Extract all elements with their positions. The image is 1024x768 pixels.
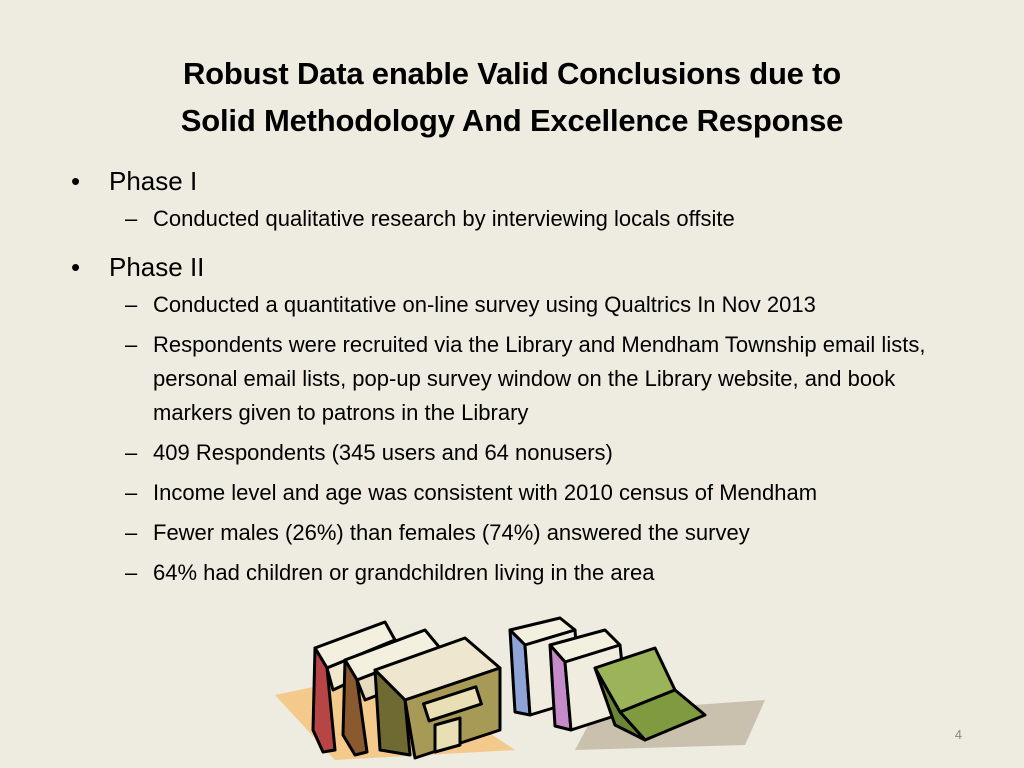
sub-bullet-text: Respondents were recruited via the Library and Mendham Township email lists, personal email lists, pop-up survey window on the Library website, and book markers given to patrons in the Library: [153, 332, 926, 425]
sub-bullet: [70, 436, 970, 470]
sub-bullet-text: Conducted a quantitative on-line survey using Qualtrics In Nov 2013: [153, 292, 816, 317]
sub-bullet: [70, 556, 970, 590]
bullet-symbol: •: [71, 166, 81, 196]
title-line-2: Solid Methodology And Excellence Response: [180, 103, 844, 138]
bullet-list: [70, 160, 970, 590]
sub-bullet: [70, 202, 970, 236]
books-clipart: [275, 600, 775, 760]
sub-bullet-text: Income level and age was consistent with 2010 census of Mendham: [153, 480, 818, 505]
dash-symbol: –: [125, 332, 138, 357]
bullet-symbol: •: [71, 252, 81, 282]
dash-symbol: –: [125, 206, 138, 231]
sub-bullet: [70, 516, 970, 550]
dash-symbol: –: [125, 440, 138, 465]
sub-bullet: [70, 328, 970, 430]
title-line-1: Robust Data enable Valid Conclusions due to: [183, 56, 841, 91]
dash-symbol: –: [125, 292, 138, 317]
bullet-phase-2: [70, 248, 970, 286]
sub-bullet-text: Conducted qualitative research by interviewing locals offsite: [153, 206, 735, 231]
dash-symbol: –: [125, 480, 138, 505]
sub-bullet: [70, 476, 970, 510]
phase-1-label: Phase I: [109, 166, 198, 196]
phase-2-label: Phase II: [109, 252, 205, 282]
dash-symbol: –: [125, 560, 138, 585]
sub-bullet-text: 409 Respondents (345 users and 64 nonusers): [153, 440, 613, 465]
slide-title: [60, 50, 964, 144]
sub-bullet-text: Fewer males (26%) than females (74%) answered the survey: [153, 520, 750, 545]
page-number: 4: [954, 727, 962, 742]
dash-symbol: –: [125, 520, 138, 545]
sub-bullet: [70, 288, 970, 322]
sub-bullet-text: 64% had children or grandchildren living in the area: [153, 560, 655, 585]
bullet-phase-1: [70, 162, 970, 200]
